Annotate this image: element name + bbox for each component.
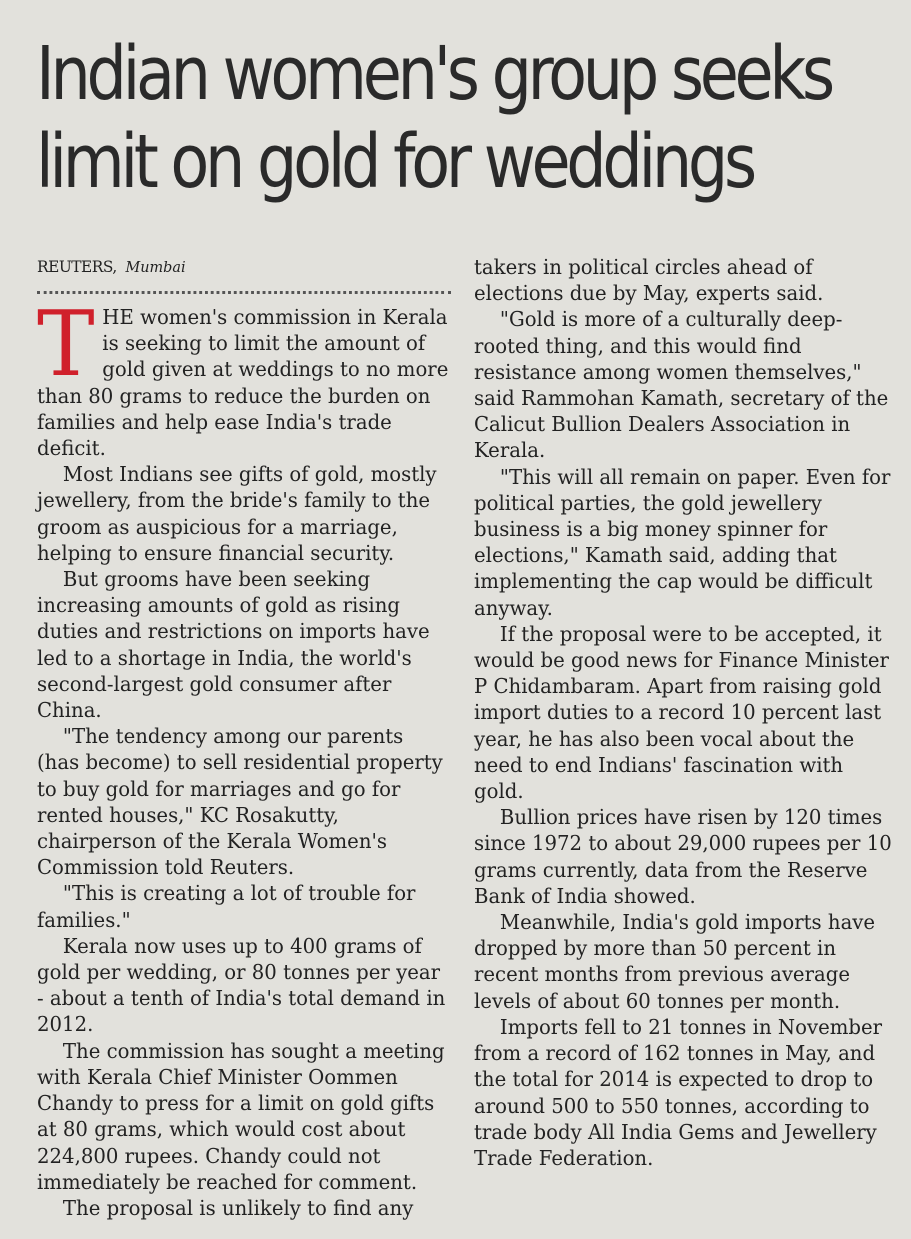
byline-location: Mumbai	[125, 258, 186, 276]
dotted-divider	[37, 291, 451, 294]
headline-line-2: limit on gold for weddings	[36, 119, 753, 205]
headline	[36, 30, 831, 206]
byline-agency: REUTERS,	[37, 257, 117, 276]
lead-paragraph-text: HE women's commission in Kerala is seeking to limit the amount of gold given at weddings to no more than 80 grams to reduce the burden on families and help ease India's trade deficit.	[37, 305, 449, 461]
lead-paragraph	[37, 292, 451, 461]
article-paragraph: Imports fell to 21 tonnes in November from a record of 162 tonnes in May, and the total for 2014 is expected to drop to around 500 to 550 tonnes, according to trade body All India Gems and Jewellery Trade Federation.	[474, 1014, 883, 1170]
continued-paragraph: takers in political circles ahead of elections due by May, experts said.	[474, 255, 824, 306]
article-paragraph: "The tendency among our parents (has become) to sell residential property to buy gold for marriages and go for rented houses," KC Rosakutty, chairperson of the Kerala Women's Commission told Reuters.	[37, 724, 443, 880]
article-paragraph: If the proposal were to be accepted, it would be good news for Finance Minister P Chidambaram. Apart from raising gold import duties to a record 10 percent last year, he has also been vocal about the need to end Indians' fascination with gold.	[474, 621, 889, 804]
byline	[37, 254, 451, 282]
drop-cap: T	[37, 292, 95, 397]
article-paragraph: Kerala now uses up to 400 grams of gold per wedding, or 80 tonnes per year - about a tenth of India's total demand in 2012.	[37, 933, 446, 1037]
article-paragraph: "Gold is more of a culturally deep-rooted thing, and this would find resistance among women themselves," said Rammohan Kamath, secretary of the Calicut Bullion Dealers Association in Kerala.	[474, 307, 889, 463]
headline-line-1: Indian women's group seeks	[36, 31, 831, 117]
article-paragraph: "This will all remain on paper. Even for political parties, the gold jewellery business is a big money spinner for elections," Kamath said, adding that implementing the cap would be difficult anyway.	[474, 464, 891, 620]
article-paragraph: "This is creating a lot of trouble for families."	[37, 881, 416, 932]
article-column-left	[37, 254, 451, 1221]
article-paragraph: But grooms have been seeking increasing amounts of gold as rising duties and restrictions on imports have led to a shortage in India, the world's second-largest gold consumer after China.	[37, 567, 430, 723]
article-column-right	[474, 254, 894, 1171]
article-paragraph: The commission has sought a meeting with Kerala Chief Minister Oommen Chandy to press for a limit on gold gifts at 80 grams, which would cost about 224,800 rupees. Chandy could not immediately be reached for comment.	[37, 1038, 445, 1194]
article-paragraph: The proposal is unlikely to find any	[62, 1195, 414, 1220]
article-paragraph: Meanwhile, India's gold imports have dropped by more than 50 percent in recent months from previous average levels of about 60 tonnes per month.	[474, 910, 876, 1013]
article-paragraph: Bullion prices have risen by 120 times since 1972 to about 29,000 rupees per 10 grams currently, data from the Reserve Bank of India showed.	[474, 805, 892, 908]
article-paragraph: Most Indians see gifts of gold, mostly jewellery, from the bride's family to the groom as auspicious for a marriage, helping to ensure financial security.	[37, 462, 437, 565]
